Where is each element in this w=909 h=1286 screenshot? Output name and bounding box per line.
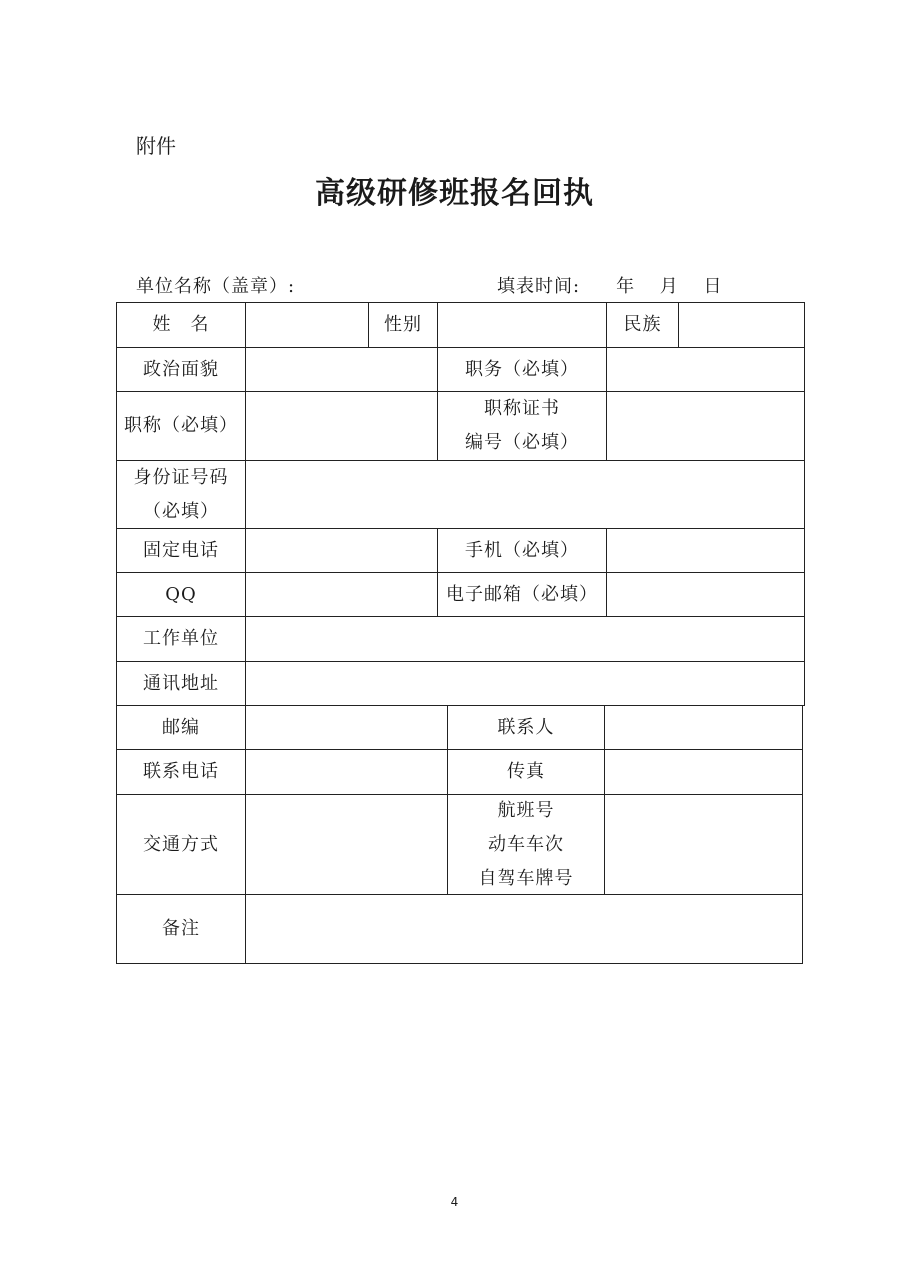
workplace-label-cell (116, 616, 246, 662)
postcode-label: 邮编 (162, 716, 200, 738)
transport-label-cell (116, 794, 246, 895)
email-label: 电子邮箱（必填） (446, 583, 598, 605)
remarks-label: 备注 (162, 918, 200, 939)
address-label-cell (116, 661, 246, 706)
ethnicity-label: 民族 (623, 314, 662, 335)
page-number: 4 (450, 1195, 459, 1209)
attachment-label: 附件 (136, 134, 176, 158)
email-label-cell (437, 572, 607, 617)
unit-name-label: 单位名称（盖章）: (136, 276, 296, 297)
postcode-label-cell (116, 705, 246, 750)
contact-input[interactable] (604, 705, 803, 750)
political-label-cell (116, 347, 246, 392)
fill-time-label: 填表时间: (497, 276, 581, 297)
transport-label: 交通方式 (143, 833, 219, 855)
id-label: 身份证号码 （必填） (133, 466, 229, 522)
contact-phone-label: 联系电话 (143, 761, 219, 782)
workplace-label: 工作单位 (143, 628, 219, 649)
mobile-input[interactable] (606, 528, 805, 573)
email-input[interactable] (606, 572, 805, 617)
mobile-label: 手机（必填） (465, 539, 579, 561)
landline-label: 固定电话 (143, 539, 219, 561)
contact-label-cell (447, 705, 605, 750)
position-input[interactable] (606, 347, 805, 392)
political-label: 政治面貌 (143, 358, 219, 380)
ethnicity-input[interactable] (678, 302, 805, 348)
landline-input[interactable] (245, 528, 438, 573)
fill-date: 年 月 日 (616, 276, 723, 297)
gender-label: 性别 (384, 314, 422, 335)
contact-phone-input[interactable] (245, 749, 448, 795)
cert-label-cell (437, 391, 607, 461)
cert-label: 职称证书 编号（必填） (465, 398, 579, 453)
postcode-input[interactable] (245, 705, 448, 750)
address-input[interactable] (245, 661, 805, 706)
position-label: 职务（必填） (465, 358, 579, 380)
gender-label-cell (368, 302, 438, 348)
title-input[interactable] (245, 391, 438, 461)
qq-label: QQ (165, 583, 197, 605)
title-label-cell (116, 391, 246, 461)
name-label-cell (116, 302, 246, 348)
title-label: 职称（必填） (124, 415, 238, 436)
cert-input[interactable] (606, 391, 805, 461)
fax-input[interactable] (604, 749, 803, 795)
political-input[interactable] (245, 347, 438, 392)
transport-detail-label: 航班号 动车车次 自驾车牌号 (478, 799, 574, 889)
remarks-input[interactable] (245, 894, 803, 964)
id-label-cell (116, 460, 246, 529)
remarks-label-cell (116, 894, 246, 964)
address-label: 通讯地址 (143, 672, 219, 694)
ethnicity-label-cell (606, 302, 679, 348)
position-label-cell (437, 347, 607, 392)
fax-label-cell (447, 749, 605, 795)
landline-label-cell (116, 528, 246, 573)
gender-input[interactable] (437, 302, 607, 348)
page-title: 高级研修班报名回执 (315, 176, 594, 211)
fax-label: 传真 (507, 761, 545, 782)
workplace-input[interactable] (245, 616, 805, 662)
contact-phone-label-cell (116, 749, 246, 795)
contact-label: 联系人 (497, 716, 555, 738)
name-input[interactable] (245, 302, 369, 348)
qq-input[interactable] (245, 572, 438, 617)
mobile-label-cell (437, 528, 607, 573)
id-input[interactable] (245, 460, 805, 529)
qq-label-cell (116, 572, 246, 617)
transport-detail-input[interactable] (604, 794, 803, 895)
transport-detail-label-cell (447, 794, 605, 895)
name-label: 姓 名 (152, 314, 210, 335)
transport-input[interactable] (245, 794, 448, 895)
